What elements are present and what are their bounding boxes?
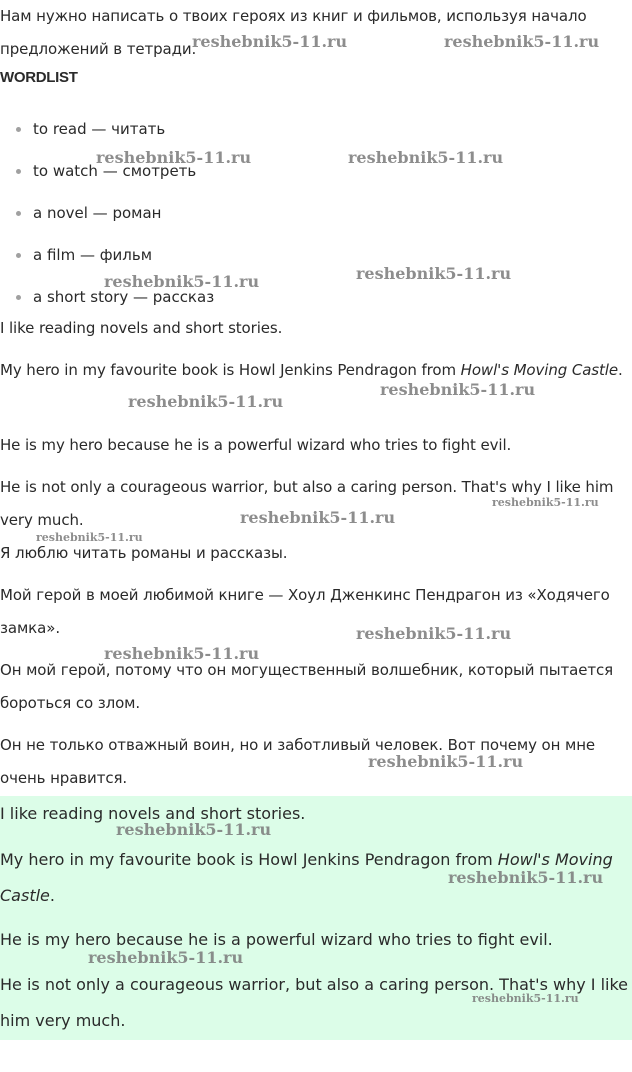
wordlist-entry: to watch — смотреть — [33, 162, 197, 180]
watermark: reshebnik5-11.ru — [356, 264, 512, 283]
english-paragraph-2-text: My hero in my favourite book is Howl Jenkins Pendragon from — [0, 361, 461, 379]
watermark: reshebnik5-11.ru — [448, 868, 604, 887]
watermark: reshebnik5-11.ru — [104, 644, 260, 663]
highlight-paragraph-2-end: . — [49, 886, 55, 905]
bullet-icon — [16, 211, 21, 216]
wordlist-heading: WORDLIST — [0, 69, 78, 86]
highlight-paragraph-4: He is not only a courageous warrior, but also a caring person. That's why I like him very much. — [0, 975, 629, 1030]
highlight-book-title: Howl's Moving Castle — [0, 850, 613, 905]
watermark: reshebnik5-11.ru — [356, 624, 512, 643]
book-title: Howl's Moving Castle — [460, 361, 618, 379]
watermark: reshebnik5-11.ru — [348, 148, 504, 167]
english-paragraph-2-end: . — [618, 361, 623, 379]
list-item — [0, 200, 214, 242]
highlight-paragraph-3: He is my hero because he is a powerful wizard who tries to fight evil. — [0, 930, 553, 949]
russian-paragraph-3: Он мой герой, потому что он могущественный волшебник, который пытается бороться со злом. — [0, 661, 614, 712]
watermark: reshebnik5-11.ru — [240, 508, 396, 527]
russian-paragraph-4: Он не только отважный воин, но и заботливый человек. Вот почему он мне очень нравится. — [0, 736, 596, 787]
watermark: reshebnik5-11.ru — [444, 32, 600, 51]
wordlist-entry: a short story — рассказ — [33, 288, 215, 306]
watermark: reshebnik5-11.ru — [472, 992, 579, 1005]
highlight-paragraph-2-text: My hero in my favourite book is Howl Jenkins Pendragon from — [0, 850, 498, 869]
wordlist-entry: a film — фильм — [33, 246, 153, 264]
bullet-icon — [16, 295, 21, 300]
watermark: reshebnik5-11.ru — [104, 272, 260, 291]
watermark: reshebnik5-11.ru — [116, 820, 272, 839]
watermark: reshebnik5-11.ru — [36, 531, 143, 544]
watermark: reshebnik5-11.ru — [492, 496, 599, 509]
watermark: reshebnik5-11.ru — [96, 148, 252, 167]
bullet-icon — [16, 253, 21, 258]
watermark: reshebnik5-11.ru — [88, 948, 244, 967]
wordlist-entry: a novel — роман — [33, 204, 162, 222]
watermark: reshebnik5-11.ru — [368, 752, 524, 771]
watermark: reshebnik5-11.ru — [128, 392, 284, 411]
bullet-icon — [16, 169, 21, 174]
english-paragraph-3: He is my hero because he is a powerful wizard who tries to fight evil. — [0, 436, 512, 454]
english-paragraph-4: He is not only a courageous warrior, but also a caring person. That's why I like him very much. — [0, 478, 614, 529]
watermark: reshebnik5-11.ru — [192, 32, 348, 51]
russian-paragraph-1: Я люблю читать романы и рассказы. — [0, 544, 288, 562]
english-paragraph-1: I like reading novels and short stories. — [0, 319, 283, 337]
russian-paragraph-2: Мой герой в моей любимой книге — Хоул Дженкинс Пендрагон из «Ходячего замка». — [0, 586, 610, 637]
wordlist-entry: to read — читать — [33, 120, 166, 138]
watermark: reshebnik5-11.ru — [380, 380, 536, 399]
intro-text: Нам нужно написать о твоих героях из книг и фильмов, используя начало предложений в тетради. — [0, 7, 587, 58]
bullet-icon — [16, 127, 21, 132]
highlight-paragraph-1: I like reading novels and short stories. — [0, 804, 306, 823]
